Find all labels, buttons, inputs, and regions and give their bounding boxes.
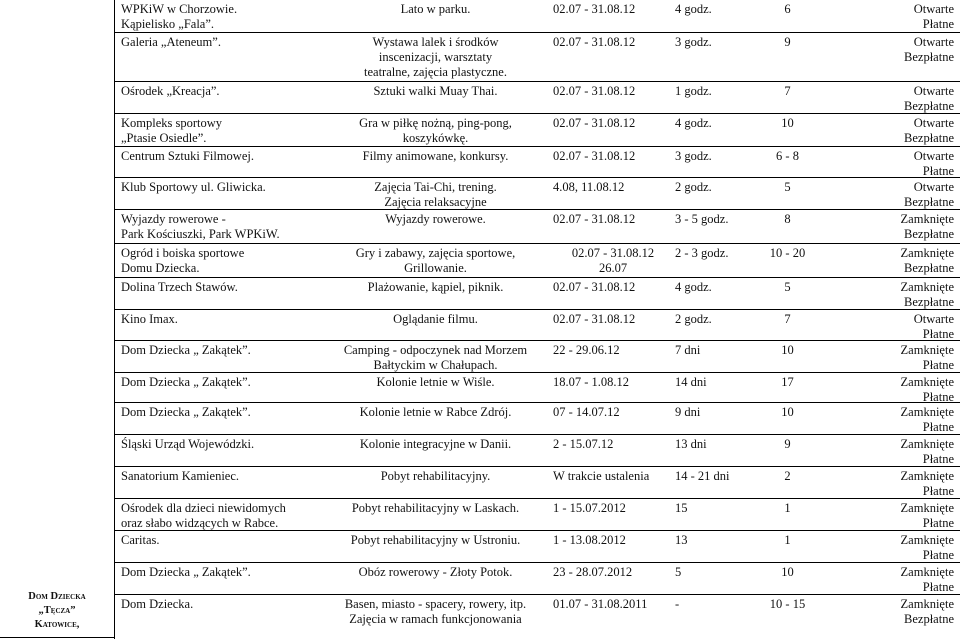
institution-line-1: Dom Dziecka: [28, 591, 86, 602]
activity-cell-line: Pobyt rehabilitacyjny.: [380, 469, 491, 483]
status-cell-line: Bezpłatne: [904, 295, 954, 309]
place-cell-line: Ogród i boiska sportowe: [121, 246, 245, 260]
dates-cell-line: 02.07 - 31.08.12: [553, 312, 636, 326]
place-cell: [121, 312, 327, 327]
place-cell-line: Śląski Urząd Wojewódzki.: [121, 437, 255, 451]
status-cell-line: Płatne: [922, 580, 954, 594]
activity-cell-line: Kolonie letnie w Wiśle.: [376, 375, 495, 389]
activity-cell-line: teatralne, zajęcia plastyczne.: [364, 65, 507, 79]
dates-cell: [553, 405, 673, 420]
table-row: [115, 372, 960, 402]
place-cell: [121, 2, 327, 32]
duration-cell: 7 dni: [675, 343, 701, 357]
activity-cell: [323, 533, 548, 548]
status-cell-line: Płatne: [922, 164, 954, 178]
activity-cell-line: Obóz rowerowy - Złoty Potok.: [358, 565, 513, 579]
status-cell-line: Płatne: [922, 420, 954, 434]
dates-cell-line: 23 - 28.07.2012: [553, 565, 633, 579]
place-cell: [121, 343, 327, 358]
status-cell: [874, 312, 954, 342]
status-cell: [874, 437, 954, 467]
status-cell-line: Otwarte: [913, 312, 954, 326]
status-cell-line: Płatne: [922, 548, 954, 562]
activity-cell: [323, 149, 548, 164]
place-cell-line: Dolina Trzech Stawów.: [121, 280, 238, 294]
status-cell: [874, 469, 954, 499]
table-row: [115, 113, 960, 146]
place-cell-line: Dom Dziecka „ Zakątek”.: [121, 405, 251, 419]
dates-cell-line: W trakcie ustalenia: [553, 469, 650, 483]
duration-cell: 1 godz.: [675, 84, 712, 98]
place-cell: [121, 533, 327, 548]
place-cell-line: oraz słabo widzących w Rabce.: [121, 516, 279, 530]
dates-cell: [553, 35, 673, 50]
activity-cell-line: Basen, miasto - spacery, rowery, itp.: [344, 597, 527, 611]
table-row: [115, 146, 960, 177]
table-row: [115, 466, 960, 498]
status-cell-line: Płatne: [922, 390, 954, 404]
count-cell: 1: [784, 501, 791, 515]
table-row: [115, 434, 960, 466]
dates-cell-line: 02.07 - 31.08.12: [553, 35, 636, 49]
table-row: [115, 498, 960, 530]
status-cell-line: Bezpłatne: [904, 131, 954, 145]
place-cell: [121, 405, 327, 420]
dates-cell: [553, 501, 673, 516]
activity-cell: [323, 501, 548, 516]
dates-cell-line: 26.07: [598, 261, 628, 275]
status-cell: [874, 597, 954, 627]
place-cell-line: Ośrodek dla dzieci niewidomych: [121, 501, 286, 515]
place-cell-line: Park Kościuszki, Park WPKiW.: [121, 227, 280, 241]
table-row: [115, 402, 960, 434]
status-cell-line: Zamknięte: [900, 565, 954, 579]
dates-cell: [553, 116, 673, 131]
dates-cell-line: 1 - 13.08.2012: [553, 533, 626, 547]
dates-cell: [553, 280, 673, 295]
status-cell-line: Otwarte: [913, 84, 954, 98]
status-cell-line: Zamknięte: [900, 469, 954, 483]
dates-cell-line: 02.07 - 31.08.12: [553, 280, 636, 294]
activity-cell: [323, 280, 548, 295]
dates-cell-line: 18.07 - 1.08.12: [553, 375, 630, 389]
activity-cell-line: Wystawa lalek i środków: [372, 35, 499, 49]
activity-cell-line: Pobyt rehabilitacyjny w Ustroniu.: [350, 533, 521, 547]
status-cell: [874, 343, 954, 373]
bottom-border: [0, 637, 115, 638]
activity-cell-line: Kolonie integracyjne w Danii.: [359, 437, 512, 451]
dates-cell-line: 02.07 - 31.08.12: [571, 246, 655, 260]
status-cell: [874, 280, 954, 310]
duration-cell: 13 dni: [675, 437, 707, 451]
activity-cell: [323, 565, 548, 580]
activity-cell: [323, 469, 548, 484]
status-cell-line: Otwarte: [913, 2, 954, 16]
table-row: [115, 243, 960, 277]
status-cell-line: Zamknięte: [900, 280, 954, 294]
status-cell: [874, 149, 954, 179]
duration-cell: 2 godz.: [675, 312, 712, 326]
status-cell-line: Bezpłatne: [904, 227, 954, 241]
count-cell: 10: [781, 405, 794, 419]
place-cell-line: Dom Dziecka „ Zakątek”.: [121, 343, 251, 357]
place-cell-line: Galeria „Ateneum”.: [121, 35, 221, 49]
status-cell-line: Płatne: [922, 358, 954, 372]
status-cell-line: Otwarte: [913, 180, 954, 194]
status-cell: [874, 180, 954, 210]
dates-cell: [553, 469, 673, 484]
activity-cell: [323, 597, 548, 627]
status-cell: [874, 533, 954, 563]
table-row: [115, 562, 960, 594]
dates-cell-line: 2 - 15.07.12: [553, 437, 614, 451]
place-cell-line: „Ptasie Osiedle”.: [121, 131, 207, 145]
table-row: [115, 340, 960, 372]
activity-cell-line: Zajęcia w ramach funkcjonowania: [349, 612, 522, 626]
place-cell: [121, 565, 327, 580]
table-row: [115, 309, 960, 340]
activity-cell-line: Kolonie letnie w Rabce Zdrój.: [359, 405, 512, 419]
dates-cell-line: 07 - 14.07.12: [553, 405, 620, 419]
duration-cell: 4 godz.: [675, 280, 712, 294]
count-cell: 1: [784, 533, 791, 547]
activity-cell: [323, 212, 548, 227]
count-cell: 10: [781, 565, 794, 579]
dates-cell: [553, 565, 673, 580]
institution-line-3: Katowice,: [34, 619, 80, 630]
institution-line-2: „Tęcza”: [38, 605, 76, 616]
place-cell-line: Kąpielisko „Fala”.: [121, 17, 215, 31]
count-cell: 10: [781, 116, 794, 130]
duration-cell: 4 godz.: [675, 116, 712, 130]
activity-cell-line: Oglądanie filmu.: [393, 312, 478, 326]
count-cell: 6 - 8: [776, 149, 799, 163]
dates-cell: [553, 180, 673, 195]
place-cell-line: Ośrodek „Kreacja”.: [121, 84, 220, 98]
count-cell: 10: [781, 343, 794, 357]
activity-cell: [323, 35, 548, 80]
place-cell: [121, 375, 327, 390]
activity-cell-line: Sztuki walki Muay Thai.: [373, 84, 498, 98]
dates-cell: [553, 597, 673, 612]
status-cell-line: Płatne: [922, 17, 954, 31]
activity-cell-line: Bałtyckim w Chałupach.: [373, 358, 498, 372]
status-cell-line: Zamknięte: [900, 375, 954, 389]
status-cell-line: Otwarte: [913, 149, 954, 163]
duration-cell: 14 dni: [675, 375, 707, 389]
activity-cell-line: Plażowanie, kąpiel, piknik.: [367, 280, 504, 294]
status-cell-line: Bezpłatne: [904, 195, 954, 209]
status-cell: [874, 375, 954, 405]
status-cell-line: Zamknięte: [900, 501, 954, 515]
dates-cell: [553, 149, 673, 164]
table-row: [115, 209, 960, 243]
activities-table: [115, 0, 960, 639]
status-cell: [874, 2, 954, 32]
activity-cell-line: Zajęcia relaksacyjne: [384, 195, 487, 209]
activity-cell: [323, 312, 548, 327]
status-cell-line: Płatne: [922, 452, 954, 466]
place-cell: [121, 597, 327, 612]
duration-cell: 5: [675, 565, 682, 579]
status-cell: [874, 405, 954, 435]
activity-cell: [323, 2, 548, 17]
duration-cell: 2 godz.: [675, 180, 712, 194]
count-cell: 10 - 20: [769, 246, 806, 260]
dates-cell: [553, 375, 673, 390]
place-cell-line: Sanatorium Kamieniec.: [121, 469, 240, 483]
status-cell-line: Zamknięte: [900, 597, 954, 611]
status-cell-line: Płatne: [922, 327, 954, 341]
count-cell: 8: [784, 212, 791, 226]
status-cell: [874, 35, 954, 65]
status-cell: [874, 246, 954, 276]
count-cell: 5: [784, 180, 791, 194]
table-row: [115, 530, 960, 562]
duration-cell: 4 godz.: [675, 2, 712, 16]
dates-cell: [553, 312, 673, 327]
duration-cell: 2 - 3 godz.: [675, 246, 729, 260]
table-row: [115, 0, 960, 32]
table-row: [115, 81, 960, 113]
activity-cell: [323, 246, 548, 276]
count-cell: 5: [784, 280, 791, 294]
activity-cell-line: Pobyt rehabilitacyjny w Laskach.: [351, 501, 520, 515]
dates-cell: [553, 533, 673, 548]
duration-cell: 15: [675, 501, 688, 515]
status-cell: [874, 565, 954, 595]
dates-cell: [553, 2, 673, 17]
activity-cell-line: inscenizacji, warsztaty: [378, 50, 493, 64]
status-cell-line: Zamknięte: [900, 212, 954, 226]
place-cell: [121, 212, 327, 242]
count-cell: 10 - 15: [769, 597, 806, 611]
duration-cell: -: [675, 597, 680, 611]
dates-cell-line: 1 - 15.07.2012: [553, 501, 626, 515]
status-cell: [874, 116, 954, 146]
activity-cell-line: Wyjazdy rowerowe.: [385, 212, 486, 226]
place-cell-line: Klub Sportowy ul. Gliwicka.: [121, 180, 266, 194]
dates-cell-line: 4.08, 11.08.12: [553, 180, 625, 194]
table-row: [115, 177, 960, 209]
duration-cell: 13: [675, 533, 688, 547]
dates-cell-line: 02.07 - 31.08.12: [553, 2, 636, 16]
activity-cell: [323, 405, 548, 420]
place-cell: [121, 180, 327, 195]
status-cell-line: Zamknięte: [900, 246, 954, 260]
status-cell: [874, 212, 954, 242]
place-cell: [121, 35, 327, 50]
place-cell-line: Centrum Sztuki Filmowej.: [121, 149, 254, 163]
status-cell-line: Bezpłatne: [904, 50, 954, 64]
duration-cell: 3 - 5 godz.: [675, 212, 729, 226]
count-cell: 6: [784, 2, 791, 16]
count-cell: 9: [784, 437, 791, 451]
status-cell: [874, 84, 954, 114]
status-cell-line: Otwarte: [913, 35, 954, 49]
activity-cell-line: Gry i zabawy, zajęcia sportowe,: [355, 246, 516, 260]
dates-cell-line: 22 - 29.06.12: [553, 343, 620, 357]
activity-cell-line: Lato w parku.: [400, 2, 471, 16]
dates-cell-line: 01.07 - 31.08.2011: [553, 597, 648, 611]
place-cell-line: Caritas.: [121, 533, 160, 547]
place-cell: [121, 116, 327, 146]
dates-cell: [553, 212, 673, 227]
status-cell-line: Bezpłatne: [904, 261, 954, 275]
dates-cell: [553, 84, 673, 99]
activity-cell: [323, 84, 548, 99]
table-row: [115, 277, 960, 309]
place-cell-line: Kompleks sportowy: [121, 116, 223, 130]
place-cell: [121, 437, 327, 452]
place-cell-line: WPKiW w Chorzowie.: [121, 2, 238, 16]
count-cell: 2: [784, 469, 791, 483]
activity-cell-line: Zajęcia Tai-Chi, trening.: [374, 180, 497, 194]
place-cell-line: Dom Dziecka „ Zakątek”.: [121, 375, 251, 389]
dates-cell: [553, 246, 673, 276]
count-cell: 9: [784, 35, 791, 49]
institution-column: [0, 0, 115, 639]
status-cell-line: Bezpłatne: [904, 612, 954, 626]
activity-cell-line: Camping - odpoczynek nad Morzem: [343, 343, 528, 357]
status-cell: [874, 501, 954, 531]
place-cell-line: Dom Dziecka „ Zakątek”.: [121, 565, 251, 579]
dates-cell-line: 02.07 - 31.08.12: [553, 84, 636, 98]
dates-cell-line: 02.07 - 31.08.12: [553, 116, 636, 130]
table-row: [115, 594, 960, 639]
place-cell-line: Domu Dziecka.: [121, 261, 200, 275]
place-cell: [121, 280, 327, 295]
table-row: [115, 32, 960, 81]
activity-cell-line: koszykówkę.: [402, 131, 469, 145]
count-cell: 7: [784, 84, 791, 98]
status-cell-line: Zamknięte: [900, 437, 954, 451]
activity-cell-line: Grillowanie.: [404, 261, 467, 275]
activity-cell: [323, 343, 548, 373]
status-cell-line: Płatne: [922, 484, 954, 498]
duration-cell: 14 - 21 dni: [675, 469, 730, 483]
place-cell: [121, 246, 327, 276]
place-cell-line: Kino Imax.: [121, 312, 178, 326]
institution-label: [0, 590, 114, 632]
dates-cell-line: 02.07 - 31.08.12: [553, 149, 636, 163]
place-cell: [121, 149, 327, 164]
activity-cell: [323, 180, 548, 210]
place-cell-line: Wyjazdy rowerowe -: [121, 212, 226, 226]
status-cell-line: Zamknięte: [900, 405, 954, 419]
duration-cell: 3 godz.: [675, 35, 712, 49]
dates-cell-line: 02.07 - 31.08.12: [553, 212, 636, 226]
activity-cell-line: Gra w piłkę nożną, ping-pong,: [359, 116, 512, 130]
status-cell-line: Zamknięte: [900, 533, 954, 547]
count-cell: 17: [781, 375, 794, 389]
status-cell-line: Płatne: [922, 516, 954, 530]
activity-cell: [323, 116, 548, 146]
place-cell: [121, 84, 327, 99]
activity-cell: [323, 437, 548, 452]
place-cell-line: Dom Dziecka.: [121, 597, 194, 611]
activity-cell: [323, 375, 548, 390]
place-cell: [121, 469, 327, 484]
dates-cell: [553, 437, 673, 452]
duration-cell: 9 dni: [675, 405, 701, 419]
status-cell-line: Otwarte: [913, 116, 954, 130]
status-cell-line: Zamknięte: [900, 343, 954, 357]
dates-cell: [553, 343, 673, 358]
duration-cell: 3 godz.: [675, 149, 712, 163]
place-cell: [121, 501, 327, 531]
activity-cell-line: Filmy animowane, konkursy.: [362, 149, 509, 163]
status-cell-line: Bezpłatne: [904, 99, 954, 113]
count-cell: 7: [784, 312, 791, 326]
